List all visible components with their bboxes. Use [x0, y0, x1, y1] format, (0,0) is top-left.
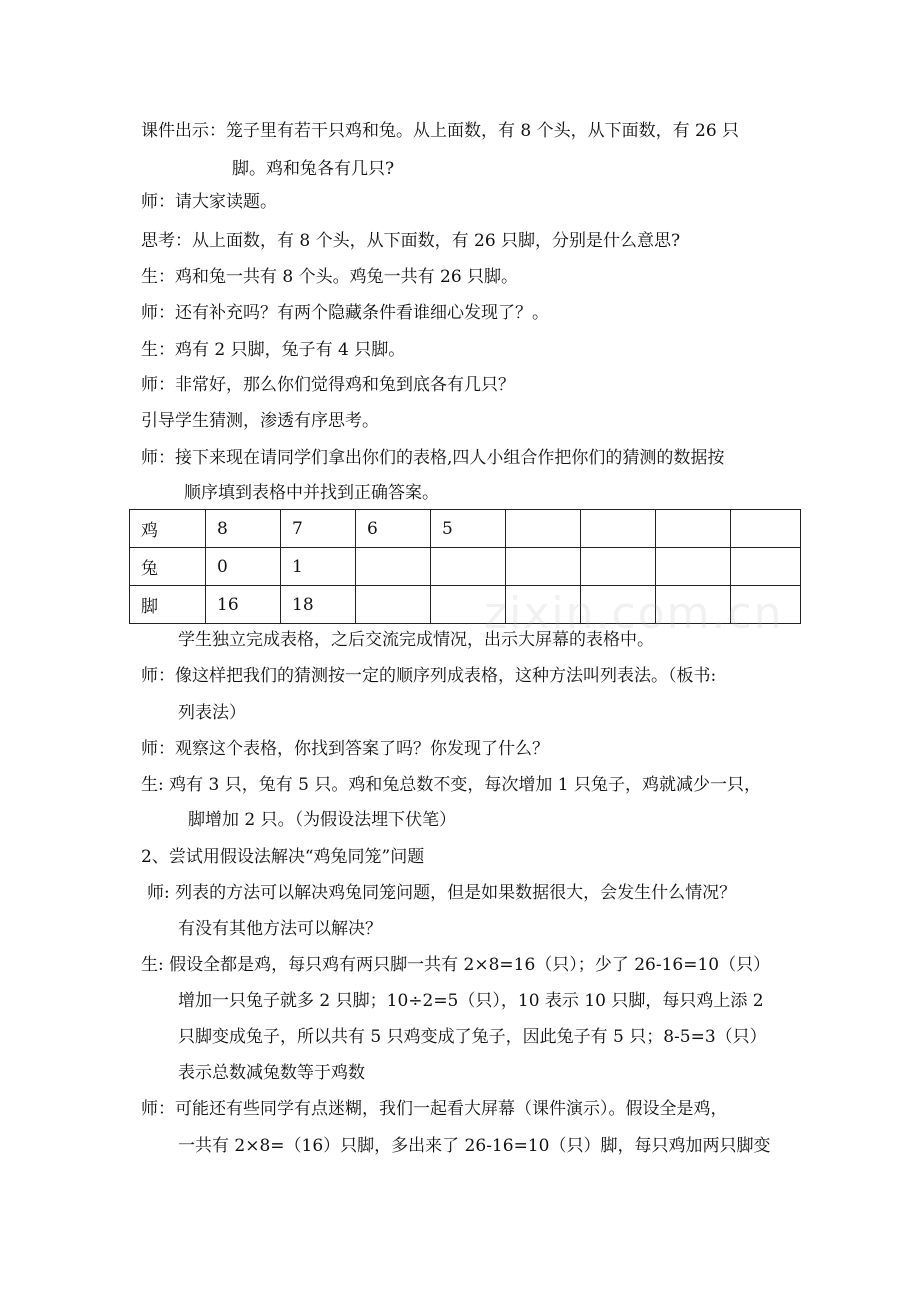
text-line: 生：鸡和兔一共有 8 个头。鸡兔一共有 26 只脚。 [141, 267, 519, 287]
table-cell: 兔 [130, 548, 206, 586]
table-cell [731, 586, 801, 624]
text-line: 思考：从上面数，有 8 个头，从下面数，有 26 只脚，分别是什么意思? [141, 231, 681, 251]
table-cell [581, 510, 656, 548]
text-line: 师: 列表的方法可以解决鸡兔同笼问题，但是如果数据很大，会发生什么情况？ [147, 883, 737, 903]
table-row [130, 510, 801, 548]
table-cell [506, 548, 581, 586]
table-cell: 18 [281, 586, 356, 624]
text-line: 课件出示：笼子里有若干只鸡和兔。从上面数，有 8 个头，从下面数，有 26 只 [141, 121, 740, 141]
table-cell [506, 510, 581, 548]
text-line: 只脚变成兔子，所以共有 5 只鸡变成了兔子，因此兔子有 5 只；8-5=3（只） [178, 1027, 767, 1047]
text-line: 增加一只兔子就多 2 只脚；10÷2=5（只），10 表示 10 只脚，每只鸡上添 2 [178, 991, 764, 1011]
table-cell [356, 548, 431, 586]
table-cell: 鸡 [130, 510, 206, 548]
table-cell [656, 510, 731, 548]
table-cell: 7 [281, 510, 356, 548]
table-cell: 0 [206, 548, 281, 586]
text-line: 师：观察这个表格，你找到答案了吗？你发现了什么？ [141, 739, 549, 759]
text-line: 一共有 2×8=（16）只脚，多出来了 26-16=10（只）脚，每只鸡加两只脚变 [178, 1136, 771, 1156]
text-line: 生：鸡有 2 只脚，兔子有 4 只脚。 [141, 340, 406, 360]
text-line: 师：请大家读题。 [141, 192, 277, 212]
table-cell [431, 586, 506, 624]
text-line: 有没有其他方法可以解决？ [178, 919, 382, 939]
text-line: 脚增加 2 只。（为假设法埋下伏笔） [188, 810, 457, 830]
table-cell [656, 548, 731, 586]
table-row [130, 548, 801, 586]
text-line: 学生独立完成表格，之后交流完成情况，出示大屏幕的表格中。 [178, 630, 654, 650]
text-line: 表示总数减兔数等于鸡数 [178, 1063, 365, 1083]
text-line: 生: 假设全都是鸡，每只鸡有两只脚一共有 2×8=16（只）；少了 26-16=10（只） [141, 955, 771, 975]
text-line: 生: 鸡有 3 只，兔有 5 只。鸡和兔总数不变，每次增加 1 只兔子，鸡就减少一只， [141, 775, 762, 795]
text-line: 顺序填到表格中并找到正确答案。 [184, 483, 439, 503]
table-cell: 16 [206, 586, 281, 624]
table-cell: 5 [431, 510, 506, 548]
text-line: 师：接下来现在请同学们拿出你们的表格,四人小组合作把你们的猜测的数据按 [141, 448, 725, 468]
watermark: zixin.com.cn [484, 588, 784, 639]
text-line: 师：可能还有些同学有点迷糊，我们一起看大屏幕（课件演示）。假设全是鸡， [141, 1099, 728, 1119]
text-line: 脚。鸡和兔各有几只? [232, 159, 395, 179]
guess-table [129, 509, 801, 624]
table-row [130, 586, 801, 624]
table-cell: 脚 [130, 586, 206, 624]
table-cell: 1 [281, 548, 356, 586]
table-cell [731, 510, 801, 548]
text-line: 列表法） [178, 703, 246, 723]
text-line: 师：还有补充吗？有两个隐藏条件看谁细心发现了？。 [141, 303, 549, 323]
text-line: 引导学生猜测，渗透有序思考。 [141, 411, 379, 431]
table-cell [356, 586, 431, 624]
table-cell [581, 586, 656, 624]
text-line: 师：非常好，那么你们觉得鸡和兔到底各有几只？ [141, 375, 515, 395]
table-cell: 8 [206, 510, 281, 548]
text-line: 师：像这样把我们的猜测按一定的顺序列成表格，这种方法叫列表法。（板书: [141, 666, 717, 686]
table-cell [731, 548, 801, 586]
table-cell: 6 [356, 510, 431, 548]
table-cell [656, 586, 731, 624]
text-line: 2、尝试用假设法解决“鸡兔同笼”问题 [141, 847, 425, 867]
table-cell [431, 548, 506, 586]
table-cell [581, 548, 656, 586]
table-cell [506, 586, 581, 624]
